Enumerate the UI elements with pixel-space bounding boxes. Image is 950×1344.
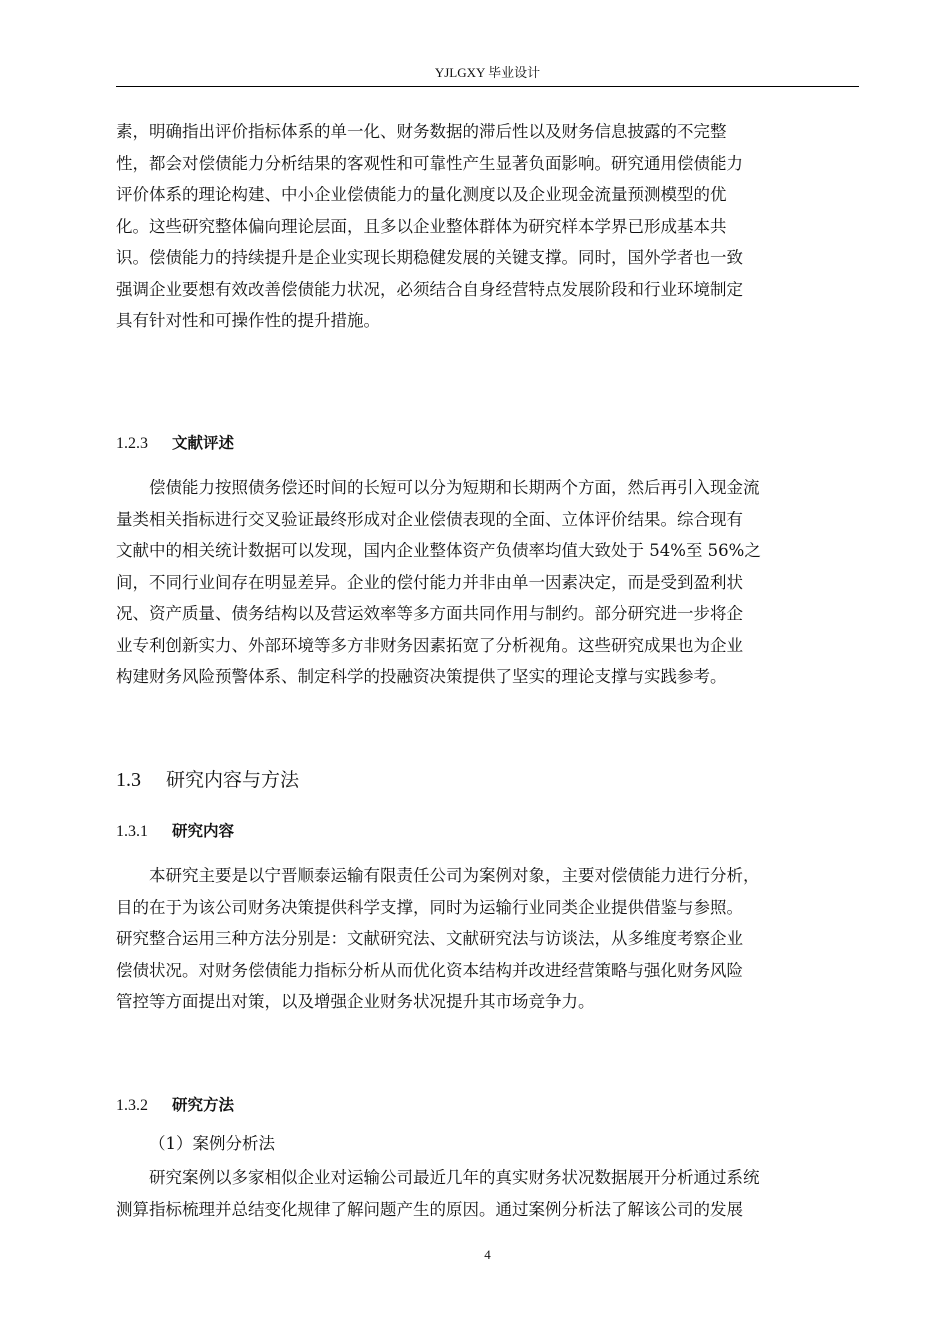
section-number: 1.3	[116, 769, 141, 791]
section-number: 1.3.1	[116, 823, 148, 840]
page-number: 4	[484, 1247, 491, 1262]
page-header: YJLGXY 毕业设计	[434, 65, 541, 80]
text-line: （1）案例分析法	[149, 1134, 275, 1153]
text-line: 目的在于为该公司财务决策提供科学支撑，同时为运输行业同类企业提供借鉴与参照。	[116, 897, 743, 917]
text-line: 偿债能力按照债务偿还时间的长短可以分为短期和长期两个方面，然后再引入现金流	[149, 478, 760, 497]
section-title: 文献评述	[172, 434, 235, 452]
text-line: 具有针对性和可操作性的提升措施。	[116, 311, 380, 330]
text-line: 本研究主要是以宁晋顺泰运输有限责任公司为案例对象，主要对偿债能力进行分析，	[149, 866, 760, 885]
text-line: 研究案例以多家相似企业对运输公司最近几年的真实财务状况数据展开分析通过系统	[149, 1168, 760, 1187]
text-line: 构建财务风险预警体系、制定科学的投融资决策提供了坚实的理论支撑与实践参考。	[116, 667, 727, 686]
text-line: 强调企业要想有效改善偿债能力状况，必须结合自身经营特点发展阶段和行业环境制定	[116, 279, 743, 299]
text-line: 间，不同行业间存在明显差异。企业的偿付能力并非由单一因素决定，而是受到盈利状	[116, 572, 743, 592]
text-line: 化。这些研究整体偏向理论层面，且多以企业整体群体为研究样本学界已形成基本共	[116, 216, 727, 236]
paragraph-literature-review	[116, 472, 854, 693]
section-number: 1.3.2	[116, 1097, 148, 1114]
section-title: 研究内容与方法	[166, 769, 300, 791]
text-line: 评价体系的理论构建、中小企业偿债能力的量化测度以及企业现金流量预测模型的优	[116, 185, 727, 204]
paragraph-research-content	[116, 860, 854, 1018]
section-number: 1.2.3	[116, 435, 148, 452]
text-line: 业专利创新实力、外部环境等多方非财务因素拓宽了分析视角。这些研究成果也为企业	[116, 635, 743, 655]
text-line: 识。偿债能力的持续提升是企业实现长期稳健发展的关键支撑。同时，国外学者也一致	[116, 248, 743, 267]
text-line: 性，都会对偿债能力分析结果的客观性和可靠性产生显著负面影响。研究通用偿债能力	[116, 153, 743, 173]
text-line: 量类相关指标进行交叉验证最终形成对企业偿债表现的全面、立体评价结果。综合现有	[116, 509, 743, 529]
section-heading-1-3-2	[116, 1094, 234, 1117]
section-heading-1-2-3	[116, 432, 234, 455]
section-title: 研究内容	[172, 822, 235, 840]
section-heading-1-3	[116, 767, 299, 793]
section-title: 研究方法	[172, 1096, 235, 1114]
header-divider	[116, 86, 859, 87]
section-heading-1-3-1	[116, 820, 234, 843]
text-line: 测算指标梳理并总结变化规律了解问题产生的原因。通过案例分析法了解该公司的发展	[116, 1199, 743, 1219]
paragraph-literature-foreign	[116, 116, 854, 337]
text-line: 偿债状况。对财务偿债能力指标分析从而优化资本结构并改进经营策略与强化财务风险	[116, 960, 743, 980]
text-line: 文献中的相关统计数据可以发现，国内企业整体资产负债率均值大致处于 54%至 56%之	[116, 541, 761, 560]
paragraph-case-analysis	[116, 1162, 854, 1225]
text-line: 况、资产质量、债务结构以及营运效率等多方面共同作用与制约。部分研究进一步将企	[116, 604, 743, 623]
text-line: 管控等方面提出对策，以及增强企业财务状况提升其市场竞争力。	[116, 992, 595, 1011]
text-line: 素，明确指出评价指标体系的单一化、财务数据的滞后性以及财务信息披露的不完整	[116, 122, 727, 141]
text-line: 研究整合运用三种方法分别是：文献研究法、文献研究法与访谈法，从多维度考察企业	[116, 929, 743, 948]
list-item-case-analysis	[116, 1128, 854, 1160]
